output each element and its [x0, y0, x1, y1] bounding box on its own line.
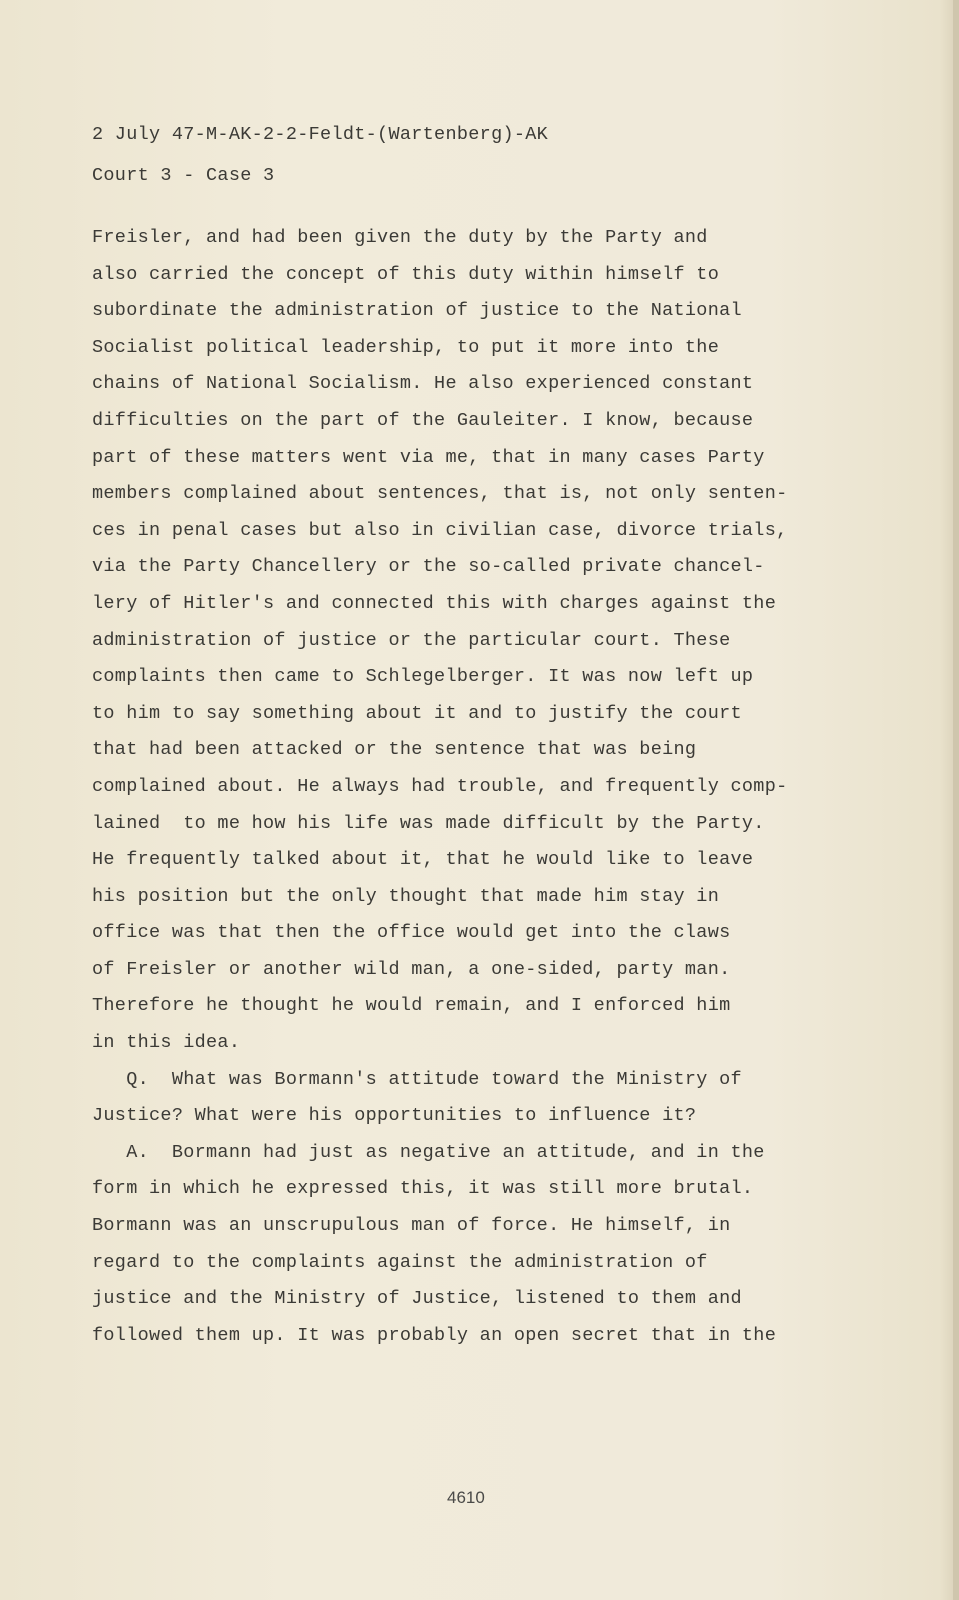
text-line: subordinate the administration of justice to the National [92, 300, 742, 322]
text-line: of Freisler or another wild man, a one-sided, party man. [92, 958, 731, 980]
text-line: Bormann was an unscrupulous man of force. He himself, in [92, 1215, 731, 1237]
text-line: Socialist political leadership, to put it more into the [92, 336, 720, 358]
document-body [92, 220, 788, 1354]
page-number: 4610 [447, 1488, 485, 1507]
text-line: Freisler, and had been given the duty by the Party and [92, 227, 708, 248]
text-line: Justice? What were his opportunities to influence it? [92, 1105, 697, 1127]
text-line: that had been attacked or the sentence that was being [92, 739, 697, 761]
text-line: He frequently talked about it, that he would like to leave [92, 849, 754, 871]
text-line: lained to me how his life was made difficult by the Party. [92, 812, 765, 834]
header-court-line: Court 3 - Case 3 [92, 165, 275, 186]
text-line: Therefore he thought he would remain, and I enforced him [92, 995, 731, 1017]
text-line: chains of National Socialism. He also experienced constant [92, 373, 754, 395]
text-line: via the Party Chancellery or the so-called private chancel- [92, 556, 765, 578]
text-line: form in which he expressed this, it was still more brutal. [92, 1178, 754, 1200]
page-edge [953, 0, 959, 1600]
text-line: office was that then the office would get into the claws [92, 922, 731, 944]
header-reference-line: 2 July 47-M-AK-2-2-Feldt-(Wartenberg)-AK [92, 124, 549, 145]
text-line: ces in penal cases but also in civilian case, divorce trials, [92, 519, 788, 541]
text-line: part of these matters went via me, that in many cases Party [92, 446, 765, 468]
text-line: members complained about sentences, that is, not only senten- [92, 483, 788, 505]
text-line: lery of Hitler's and connected this with charges against the [92, 592, 777, 614]
text-line: his position but the only thought that made him stay in [92, 885, 720, 907]
text-line: to him to say something about it and to justify the court [92, 702, 742, 724]
text-line: A. Bormann had just as negative an attitude, and in the [92, 1141, 765, 1163]
text-line: in this idea. [92, 1032, 241, 1054]
text-line: followed them up. It was probably an open secret that in the [92, 1324, 777, 1346]
text-line: justice and the Ministry of Justice, listened to them and [92, 1288, 742, 1310]
text-line: complained about. He always had trouble, and frequently comp- [92, 775, 788, 797]
text-line: complaints then came to Schlegelberger. It was now left up [92, 666, 754, 688]
text-line: difficulties on the part of the Gauleiter. I know, because [92, 409, 754, 431]
text-line: regard to the complaints against the administration of [92, 1251, 708, 1273]
text-line: administration of justice or the particular court. These [92, 629, 731, 651]
text-line: Q. What was Bormann's attitude toward the Ministry of [92, 1068, 742, 1090]
text-line: also carried the concept of this duty within himself to [92, 263, 720, 285]
